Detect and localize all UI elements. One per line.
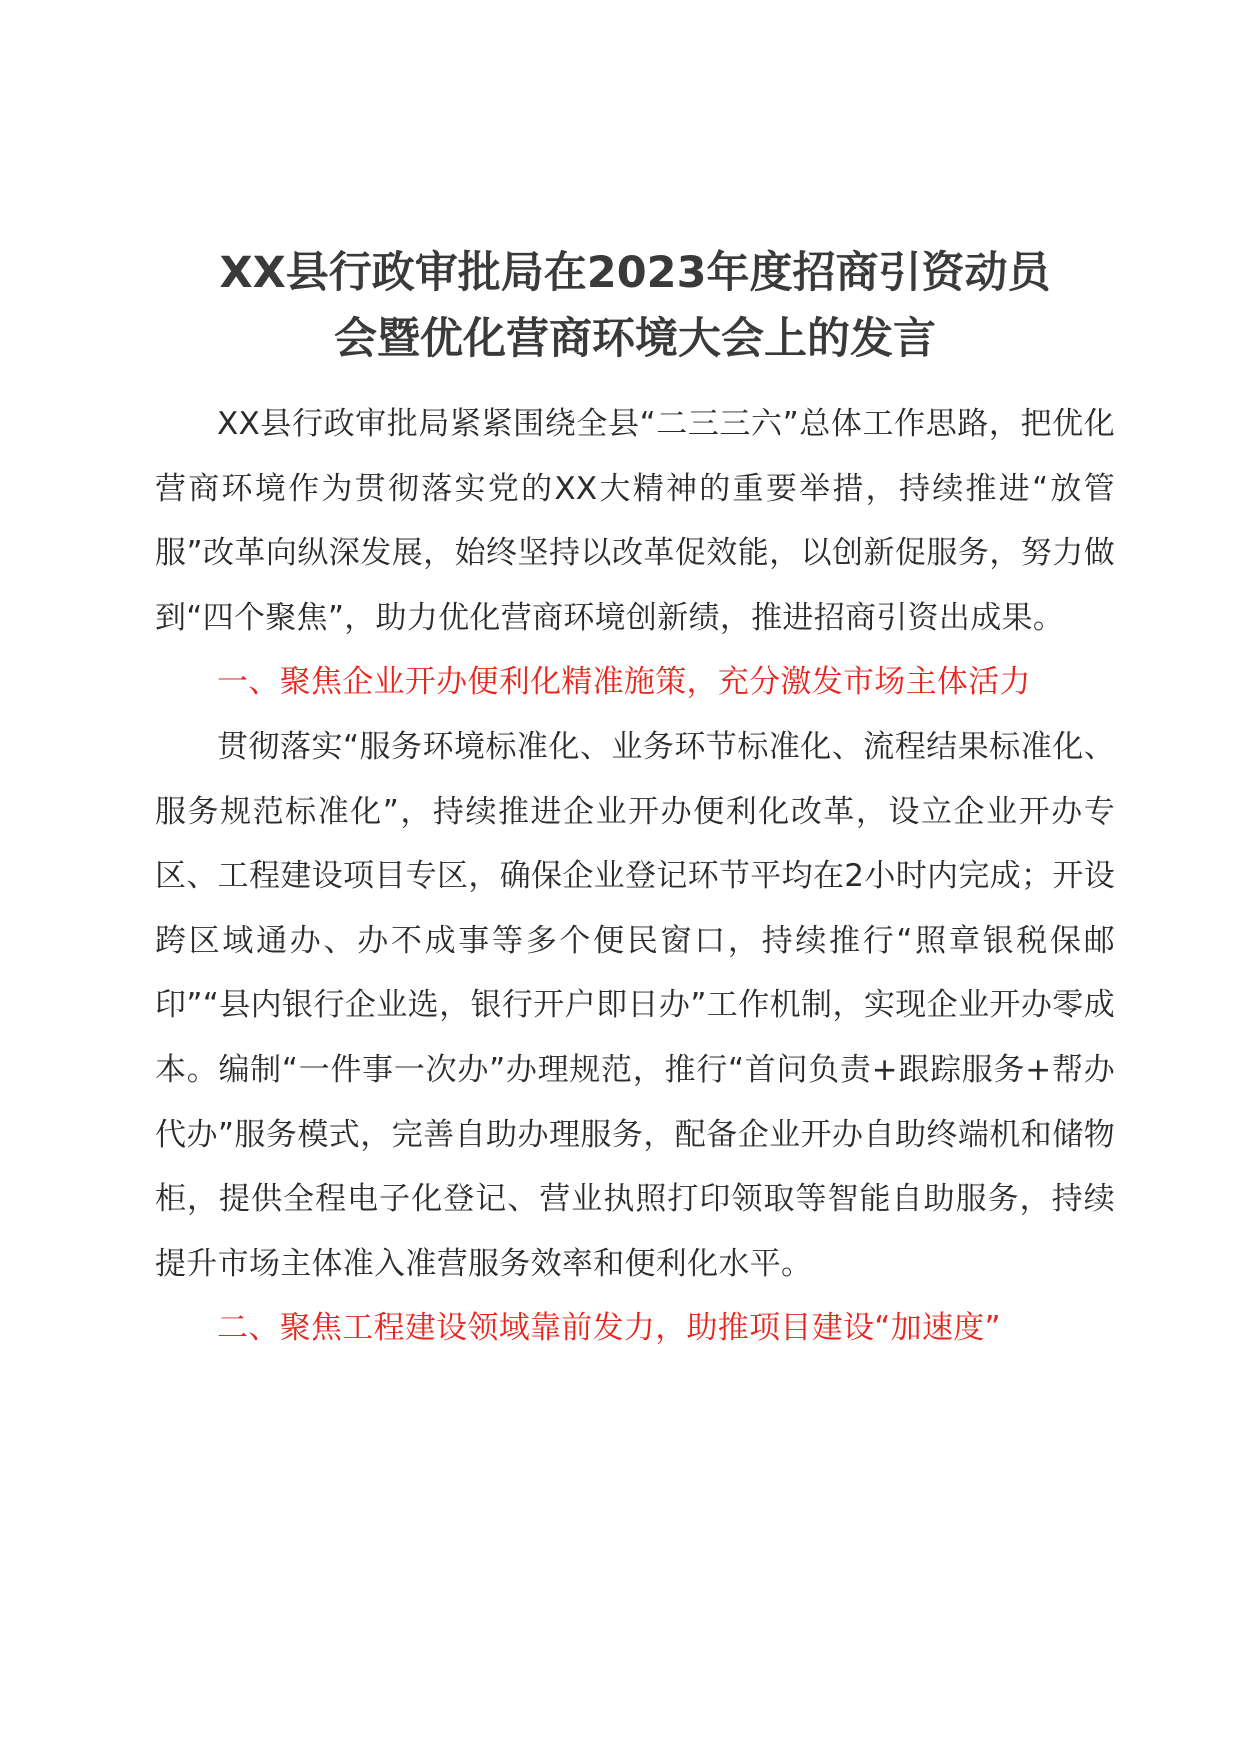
section-1-paragraph: 贯彻落实“服务环境标准化、业务环节标准化、流程结果标准化、服务规范标准化”，持续推进企业开办便利化改革，设立企业开办专区、工程建设项目专区，确保企业登记环节平均在2小时内完成；开设跨区域通办、办不成事等多个便民窗口，持续推行“照章银税保邮印”“县内银行企业选，银行开户即日办”工作机制，实现企业开办零成本。编制“一件事一次办”办理规范，推行“首问负责+跟踪服务+帮办代办”服务模式，完善自助办理服务，配备企业开办自助终端机和储物柜，提供全程电子化登记、营业执照打印领取等智能自助服务，持续提升市场主体准入准营服务效率和便利化水平。 bbox=[155, 728, 1115, 1282]
intro-paragraph: XX县行政审批局紧紧围绕全县“二三三六”总体工作思路，把优化营商环境作为贯彻落实党的XX大精神的重要举措，持续推进“放管服”改革向纵深发展，始终坚持以改革促效能，以创新促服务，努力做到“四个聚焦”，助力优化营商环境创新绩，推进招商引资出成果。 bbox=[155, 406, 1115, 636]
document-title bbox=[155, 240, 1115, 372]
title-line-1: XX县行政审批局在2023年度招商引资动员 bbox=[219, 248, 1051, 298]
document-page bbox=[155, 240, 1115, 1361]
document-body bbox=[155, 392, 1115, 1361]
title-line-2: 会暨优化营商环境大会上的发言 bbox=[334, 314, 936, 364]
section-2-heading: 二、聚焦工程建设领域靠前发力，助推项目建设“加速度” bbox=[217, 1310, 1001, 1347]
section-1-heading: 一、聚焦企业开办便利化精准施策，充分激发市场主体活力 bbox=[217, 664, 1031, 701]
